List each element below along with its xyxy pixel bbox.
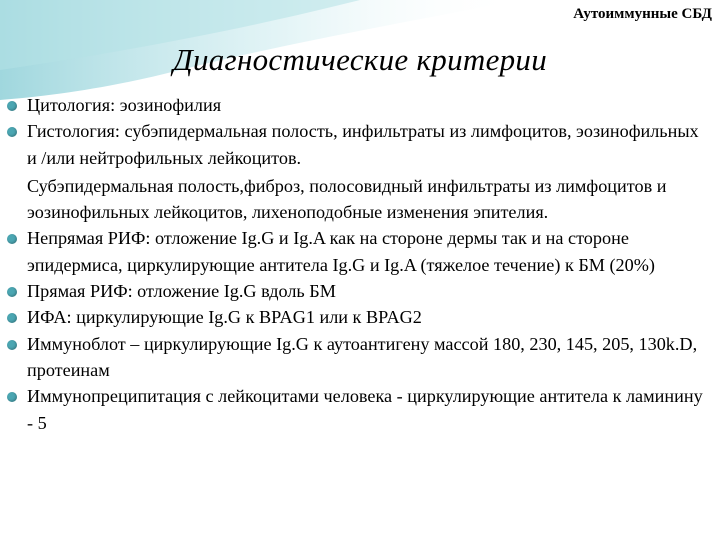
bullet-icon <box>7 340 17 350</box>
header-label: Аутоиммунные СБД <box>573 6 712 22</box>
list-item <box>0 278 720 304</box>
list-item-text: Непрямая РИФ: отложение Ig.G и Ig.A как на стороне дермы так и на стороне эпидермиса, циркулирующие антитела Ig.G и Ig.A (тяжелое течение) к БМ (20%) <box>27 228 655 275</box>
list-item <box>0 92 720 118</box>
list-item-text: ИФА: циркулирующие Ig.G к BPAG1 или к BPAG2 <box>27 307 422 328</box>
slide-title: Диагностические критерии <box>172 42 548 77</box>
list-item-text: Цитология: эозинофилия <box>27 95 222 115</box>
list-item-text: Гистология: субэпидермальная полость, инфильтраты из лимфоцитов, эозинофильных и /или нейтрофильных лейкоцитов. <box>27 121 699 168</box>
bullet-icon <box>7 392 17 402</box>
list-item <box>0 383 720 436</box>
bullet-icon <box>7 127 17 137</box>
bullet-icon <box>7 287 17 297</box>
list-item <box>0 304 720 330</box>
list-item-text: Прямая РИФ: отложение Ig.G вдоль БМ <box>27 281 336 302</box>
bullet-icon <box>7 101 17 111</box>
list-item-continuation: Субэпидермальная полость,фиброз, полосовидный инфильтраты из лимфоцитов и эозинофильных лейкоцитов, лихеноподобные изменения эпителия. <box>27 175 667 223</box>
list-item <box>0 331 720 384</box>
list-item <box>0 225 720 278</box>
criteria-list <box>0 92 720 436</box>
bullet-icon <box>7 234 17 244</box>
bullet-icon <box>7 313 17 323</box>
list-item-text: Иммунопреципитация с лейкоцитами человека - циркулирующие антитела к ламинину - 5 <box>27 386 703 433</box>
list-item-text: Иммуноблот – циркулирующие Ig.G к аутоантигену массой 180, 230, 145, 205, 130k.D, протеинам <box>27 333 698 380</box>
list-item <box>0 118 720 225</box>
